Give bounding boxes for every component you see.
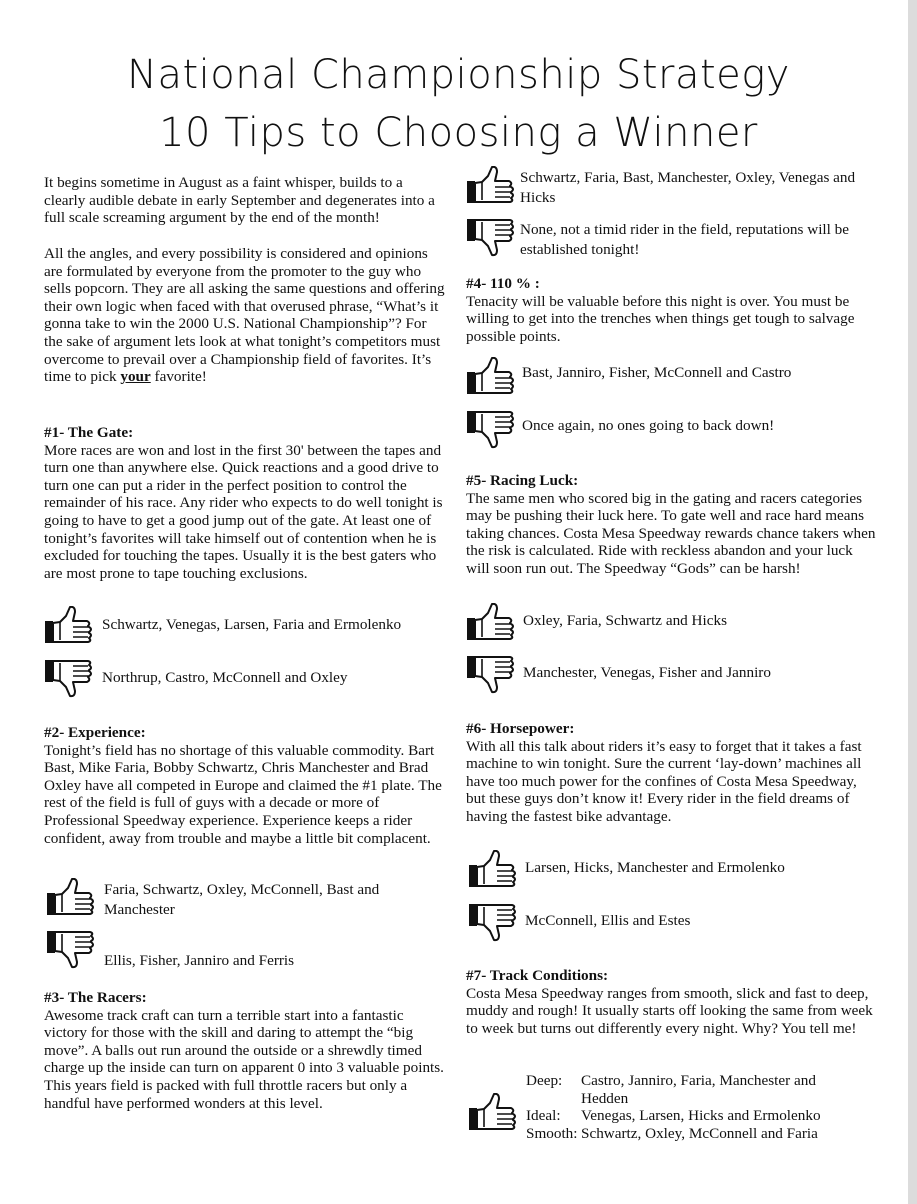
tip-5-heading: #5- Racing Luck:	[466, 472, 579, 489]
page-subtitle: 10 Tips to Choosing a Winner	[159, 110, 758, 156]
tip-1	[44, 424, 446, 582]
thumbs-down-icon	[466, 218, 516, 258]
tip-2	[44, 724, 446, 847]
thumbs-up-icon	[44, 606, 94, 646]
tip-6-thumbs-up: Larsen, Hicks, Manchester and Ermolenko	[468, 850, 878, 890]
thumbs-down-icon	[466, 410, 516, 450]
condition-ideal-label: Ideal:	[526, 1107, 561, 1124]
tip-7-heading: #7- Track Conditions:	[466, 967, 609, 984]
thumbs-up-icon	[466, 357, 516, 397]
condition-ideal-riders: Venegas, Larsen, Hicks and Ermolenko	[581, 1107, 821, 1124]
page-title: National Championship Strategy	[127, 52, 790, 98]
tip-4-body: Tenacity will be valuable before this night is over. You must be willing to get into the trenches when things get tough to salvage possible points.	[466, 292, 855, 345]
thumbs-up-icon	[468, 850, 518, 890]
tip-3-heading: #3- The Racers:	[44, 989, 147, 1006]
tip-7-body: Costa Mesa Speedway ranges from smooth, slick and fast to deep, muddy and rough! It usually starts off looking the same from week to week but turns out differently every night. Why? You tell me!	[466, 984, 873, 1037]
thumbs-down-icon	[44, 659, 94, 699]
tip-5	[466, 472, 876, 578]
intro-paragraph-1: It begins sometime in August as a faint whisper, builds to a clearly audible debate in early September and degenerates into a full scale screaming argument by the end of the month!	[44, 174, 435, 227]
tip-3	[44, 989, 446, 1112]
tip-6-heading: #6- Horsepower:	[466, 720, 575, 737]
thumbs-down-icon	[46, 930, 96, 970]
tip-2-heading: #2- Experience:	[44, 724, 146, 741]
tip-3-body: Awesome track craft can turn a terrible start into a fantastic victory for those with the skill and daring to attempt the “big move”. A balls out run around the outside or a shrewdly timed charge up the inside can turn on apparent 0 into 3 valuable points. This years field is packed with full throttle racers but only a handful have performed wonders at this level.	[44, 1006, 444, 1112]
tip-7	[466, 967, 876, 1037]
tip-3-thumbs-up: Schwartz, Faria, Bast, Manchester, Oxley, Venegas and Hicks	[466, 164, 876, 208]
thumbs-up-icon	[46, 878, 96, 918]
condition-deep-label: Deep:	[526, 1072, 563, 1089]
condition-smooth-label: Smooth:	[526, 1125, 578, 1142]
track-conditions-list	[526, 1072, 886, 1152]
condition-deep-riders: Castro, Janniro, Faria, Manchester and Hedden	[581, 1072, 816, 1107]
tip-1-heading: #1- The Gate:	[44, 424, 134, 441]
scan-edge	[908, 0, 917, 1204]
tip-3-thumbs-down: None, not a timid rider in the field, reputations will be established tonight!	[466, 218, 876, 262]
thumbs-down-icon	[468, 903, 518, 943]
tip-5-body: The same men who scored big in the gating and racers categories may be pushing their luck here. To gate well and race hard means taking chances. Costa Mesa Speedway rewards chance takers when the risk is calculated. Ride with reckless abandon and your luck will soon run out. The Speedway “Gods” can be harsh!	[466, 489, 876, 577]
tip-2-body: Tonight’s field has no shortage of this valuable commodity. Bart Bast, Mike Faria, Bobby Schwartz, Chris Manchester and Brad Oxley have all competed in Europe and claimed the #1 plate. The rest of the field is full of guys with a decade or more of Professional Speedway experience. Experience keeps a rider confident, away from trouble and maybe a little bit complacent.	[44, 741, 442, 847]
tip-2-thumbs-up: Faria, Schwartz, Oxley, McConnell, Bast and Manchester	[46, 876, 446, 920]
condition-smooth-riders: Schwartz, Oxley, McConnell and Faria	[581, 1125, 818, 1142]
thumbs-up-icon	[466, 166, 516, 206]
tip-5-thumbs-down: Manchester, Venegas, Fisher and Janniro	[466, 655, 876, 695]
tip-7-thumbs-up	[468, 1093, 524, 1133]
emphasis-your: your	[120, 368, 151, 386]
tip-4	[466, 275, 876, 345]
tip-6	[466, 720, 876, 826]
thumbs-down-icon	[466, 655, 516, 695]
intro-paragraph-2: All the angles, and every possibility is considered and opinions are formulated by everyone from the promoter to the guy who sells popcorn. They are all asking the same questions and offering their own logic when faced with that overused phrase, “What’s it gonna take to win the 2000 U.S. National Championship”? For the sake of argument lets look at what tonight’s competitors must overcome to prevail over a Championship field of favorites. It’s time to pick your favorite!	[44, 245, 445, 386]
thumbs-up-icon	[468, 1093, 518, 1133]
tip-4-thumbs-down: Once again, no ones going to back down!	[466, 410, 876, 450]
tip-6-thumbs-down: McConnell, Ellis and Estes	[468, 903, 878, 943]
tip-1-body: More races are won and lost in the first 30' between the tapes and turn one than anywhere else. Quick reactions and a good drive to turn one can put a rider in the perfect position to control the remainder of his race. Any rider who expects to do well tonight is going to have to get a good jump out of the gate. At least one of tonight’s favorites will take himself out of contention when he is excluded for touching the tapes. Usually it is the best gaters who are most prone to tape touching exclusions.	[44, 441, 443, 582]
tip-6-body: With all this talk about riders it’s easy to forget that it takes a fast machine to win tonight. Sure the current ‘lay-down’ machines all have too much power for the confines of Costa Mesa Speedway, but these guys don’t know it! Every rider in the field dreams of having the fastest bike advantage.	[466, 737, 862, 825]
thumbs-up-icon	[466, 603, 516, 643]
tip-1-thumbs-up: Schwartz, Venegas, Larsen, Faria and Ermolenko	[44, 606, 444, 646]
tip-2-thumbs-down: Ellis, Fisher, Janniro and Ferris	[46, 930, 446, 974]
tip-4-thumbs-up: Bast, Janniro, Fisher, McConnell and Castro	[466, 357, 876, 397]
tip-5-thumbs-up: Oxley, Faria, Schwartz and Hicks	[466, 603, 876, 643]
tip-1-thumbs-down: Northrup, Castro, McConnell and Oxley	[44, 659, 444, 699]
tip-4-heading: #4- 110 % :	[466, 275, 540, 292]
